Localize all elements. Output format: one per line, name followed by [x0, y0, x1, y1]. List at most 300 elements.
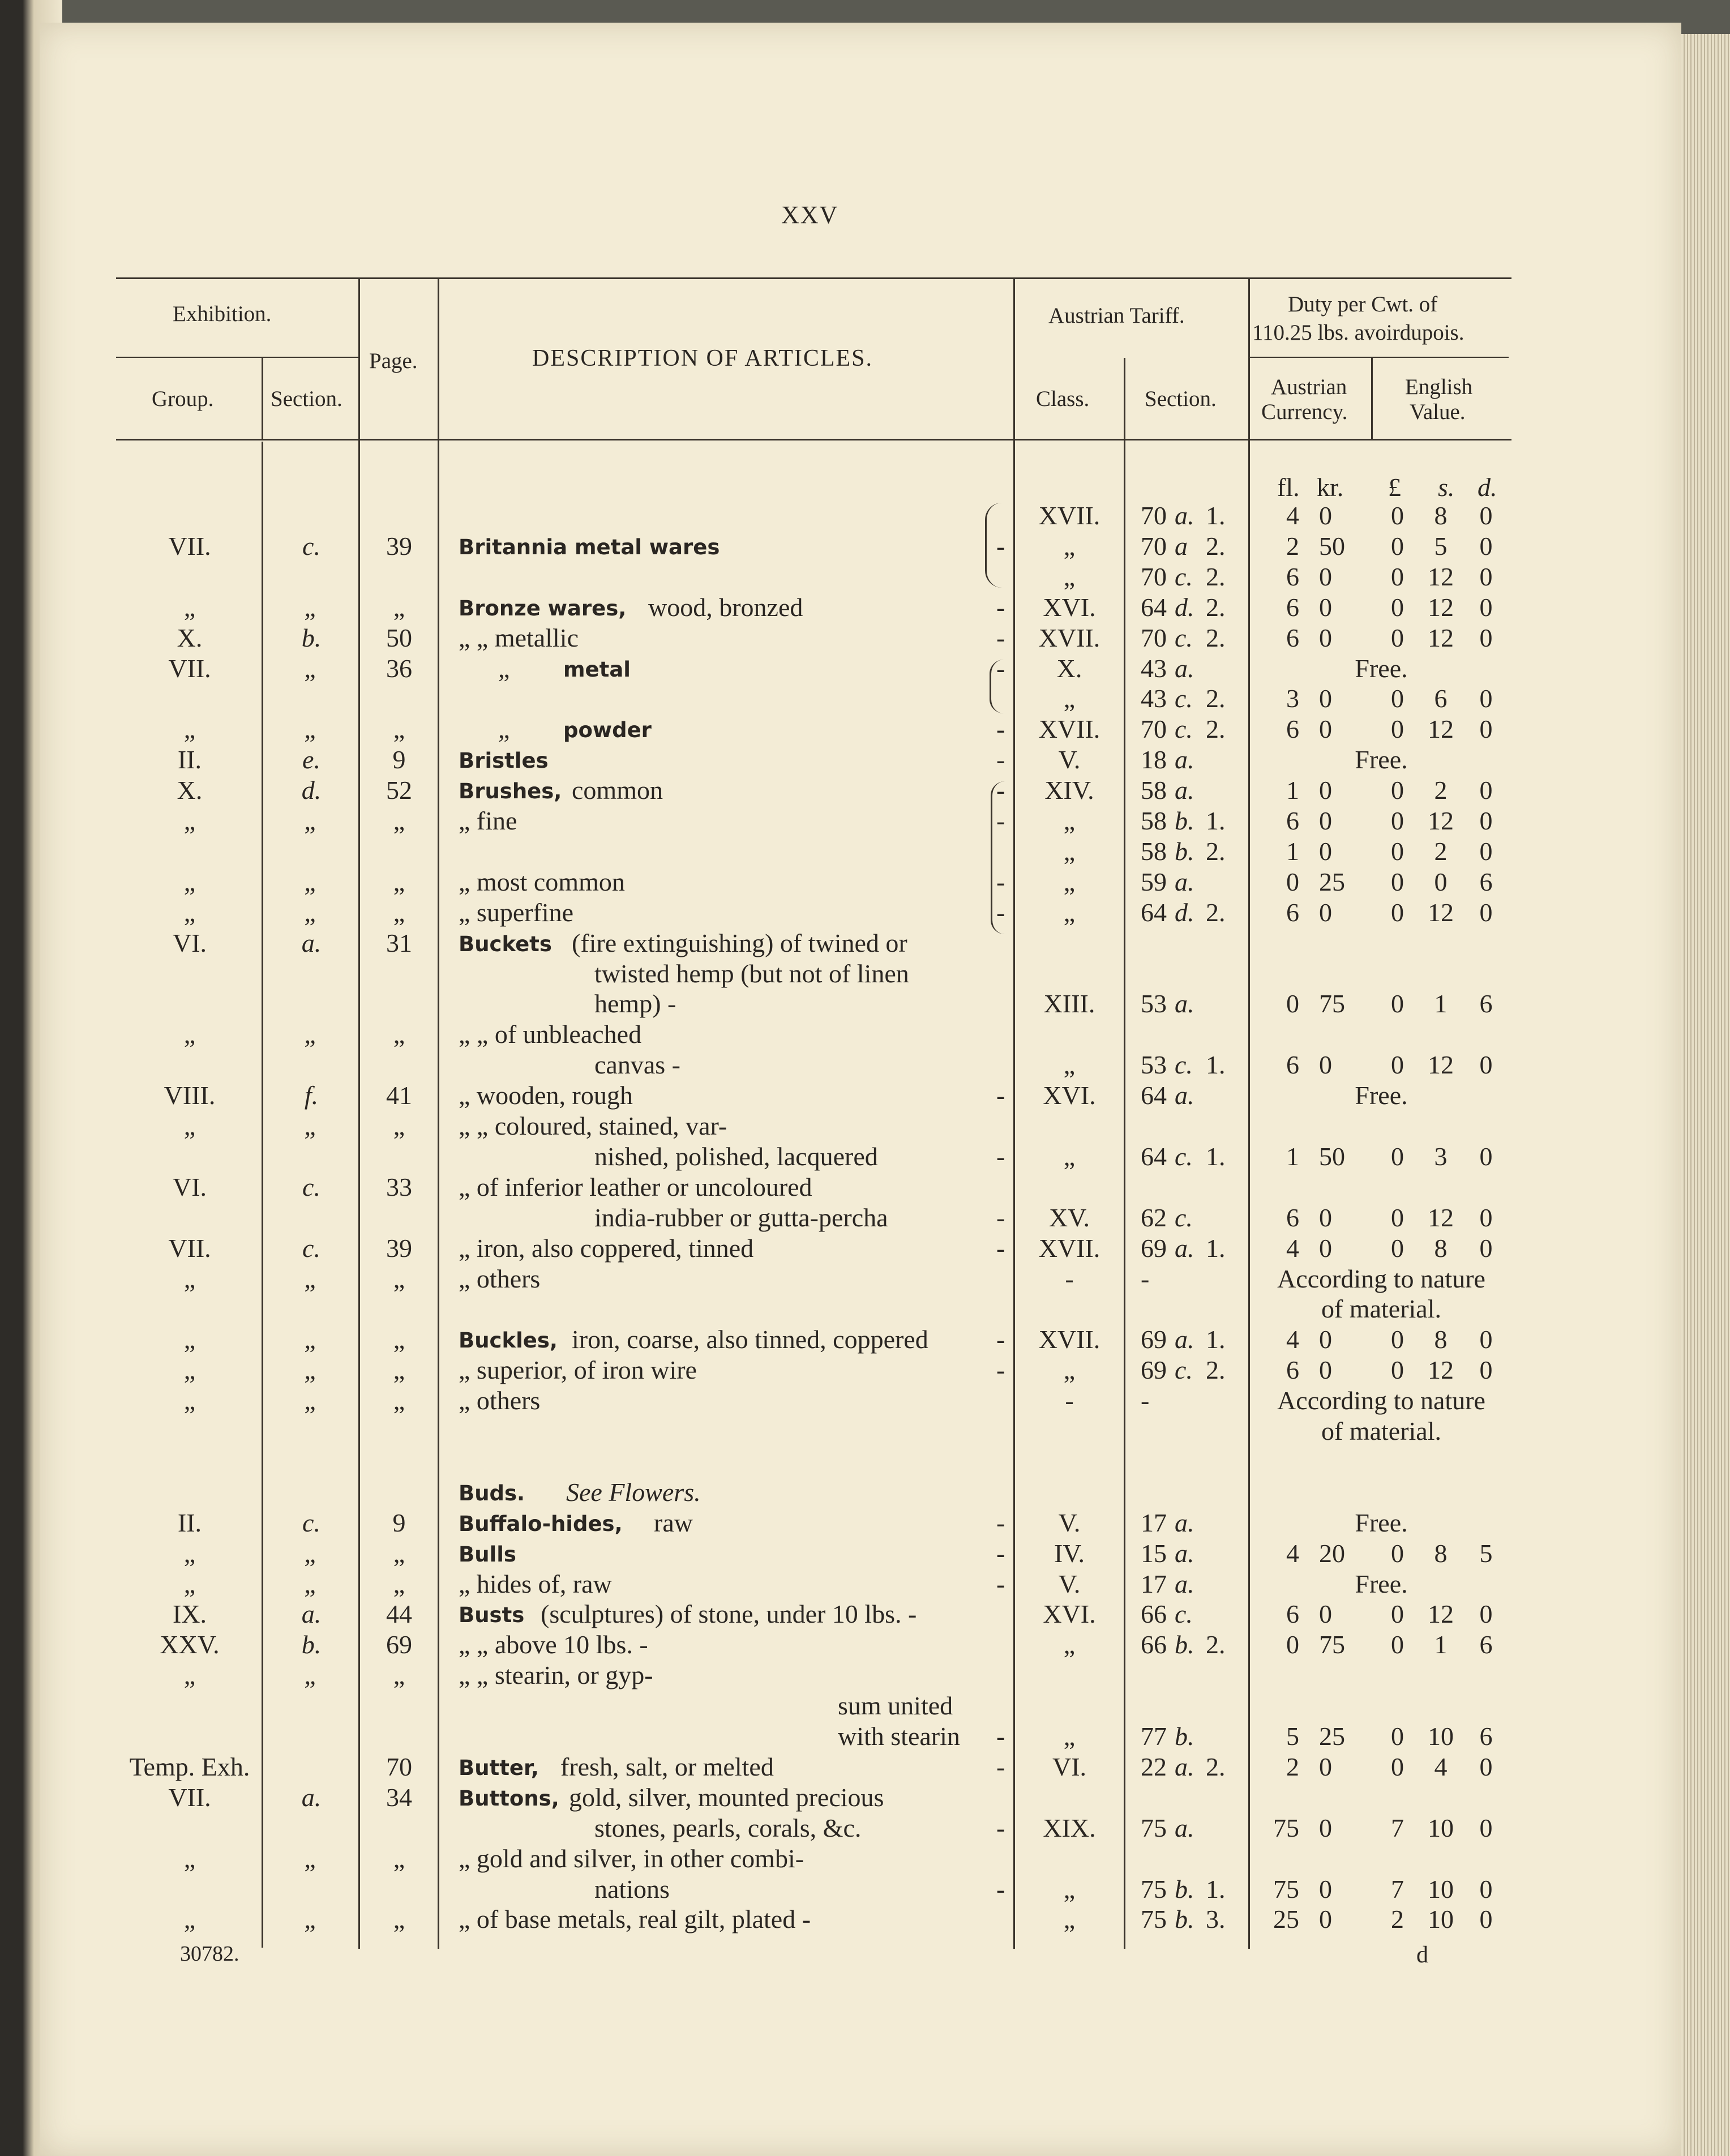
row-section: „	[304, 593, 319, 622]
row-fl: 6	[1286, 1203, 1299, 1232]
row-ditto: „	[498, 715, 510, 743]
row-s: 2	[1434, 837, 1448, 866]
row-page: „	[393, 806, 405, 835]
row-tariff-num: 2.	[1206, 562, 1226, 591]
row-tariff-section: 64	[1141, 1142, 1167, 1171]
row-tariff-sub: a.	[1175, 745, 1194, 774]
row-tariff-sub: b.	[1175, 1722, 1194, 1751]
row-section: „	[304, 1386, 319, 1415]
row-s: 12	[1428, 623, 1454, 652]
unit-kr: kr.	[1317, 473, 1344, 502]
row-leader: -	[996, 867, 1005, 896]
row-page: 9	[392, 1508, 406, 1537]
row-group: „	[183, 1539, 196, 1568]
row-tariff-num: 2.	[1206, 1752, 1226, 1781]
header-duty-line2: 110.25 lbs. avoirdupois.	[1252, 320, 1464, 345]
row-class: XVII.	[1038, 715, 1100, 743]
row-kr: 0	[1319, 715, 1332, 743]
row-description: sum united	[838, 1691, 953, 1720]
row-d: 0	[1479, 1905, 1493, 1933]
row-d: 0	[1479, 837, 1493, 866]
row-fl: 6	[1286, 806, 1299, 835]
row-fl: 6	[1286, 623, 1299, 652]
row-pound: 7	[1391, 1813, 1404, 1842]
row-s: 12	[1428, 1050, 1454, 1079]
folio-mark: d	[1416, 1942, 1428, 1968]
row-group: VI.	[172, 929, 207, 957]
row-description: raw	[654, 1508, 693, 1537]
rule-tariff-duty	[1248, 279, 1250, 1949]
row-pound: 0	[1391, 1599, 1404, 1628]
row-tariff-section: 70	[1141, 562, 1167, 591]
row-class: V.	[1058, 745, 1081, 774]
row-s: 8	[1434, 1539, 1448, 1568]
row-page: 69	[386, 1630, 412, 1659]
row-kr: 0	[1319, 1050, 1332, 1079]
row-fl: 6	[1286, 1599, 1299, 1628]
row-d: 0	[1479, 532, 1493, 561]
row-d: 0	[1479, 1203, 1493, 1232]
row-section: „	[304, 1325, 319, 1354]
row-fl: 75	[1273, 1875, 1299, 1903]
row-s: 10	[1428, 1813, 1454, 1842]
row-tariff-num: 1.	[1206, 1875, 1226, 1903]
row-fl: 2	[1286, 532, 1299, 561]
header-description: DESCRIPTION OF ARTICLES.	[532, 345, 873, 371]
row-tariff-num: 2.	[1206, 837, 1226, 866]
row-class: XVII.	[1038, 623, 1100, 652]
row-d: 0	[1479, 1142, 1493, 1171]
row-section: c.	[302, 1508, 320, 1537]
row-tariff-sub: c.	[1175, 684, 1193, 713]
row-tariff-section: 66	[1141, 1630, 1167, 1659]
row-bold-term: metal	[563, 657, 631, 682]
row-kr: 0	[1319, 1905, 1332, 1933]
row-group: VIII.	[164, 1081, 216, 1110]
row-pound: 0	[1391, 1234, 1404, 1263]
row-description: (sculptures) of stone, under 10 lbs. -	[541, 1599, 917, 1628]
row-tariff-sub: c.	[1175, 562, 1193, 591]
row-tariff-num: 1.	[1206, 1142, 1226, 1171]
row-d: 0	[1479, 1355, 1493, 1384]
row-section: a.	[301, 929, 322, 957]
row-class: XIII.	[1043, 989, 1095, 1018]
row-leader: -	[996, 898, 1005, 927]
header-group: Group.	[152, 387, 214, 411]
row-page: 31	[386, 929, 412, 957]
row-s: 8	[1434, 501, 1448, 530]
row-d: 0	[1479, 1875, 1493, 1903]
row-tariff-section: 17	[1141, 1508, 1167, 1537]
row-kr: 0	[1319, 501, 1332, 530]
row-d: 6	[1479, 1722, 1493, 1751]
row-page: „	[393, 1905, 405, 1933]
row-tariff-sub: c.	[1175, 1599, 1193, 1628]
row-tariff-num: 1.	[1206, 1050, 1226, 1079]
row-tariff-sub: a.	[1175, 1752, 1194, 1781]
row-group: VI.	[172, 1173, 207, 1201]
row-kr: 50	[1319, 532, 1345, 561]
row-tariff-section: 75	[1141, 1905, 1167, 1933]
row-d: 0	[1479, 1599, 1493, 1628]
row-tariff-sub: a.	[1175, 654, 1194, 683]
row-fl: 0	[1286, 1630, 1299, 1659]
row-page: 9	[392, 745, 406, 774]
row-description: india-rubber or gutta-percha	[594, 1203, 888, 1232]
row-page: 52	[386, 776, 412, 805]
row-class: XIV.	[1044, 776, 1094, 805]
row-tariff-section: 43	[1141, 684, 1167, 713]
row-section: c.	[302, 1234, 320, 1263]
row-kr: 0	[1319, 1355, 1332, 1384]
row-group: X.	[177, 623, 203, 652]
row-page: 39	[386, 532, 412, 561]
row-tariff-section: 75	[1141, 1875, 1167, 1903]
row-tariff-section: 70	[1141, 532, 1167, 561]
row-note: According to nature	[1277, 1386, 1485, 1415]
row-description: „ „ stearin, or gyp-	[459, 1661, 653, 1689]
page-number: XXV	[781, 201, 839, 229]
row-kr: 75	[1319, 1630, 1345, 1659]
row-description: „ „ coloured, stained, var-	[459, 1111, 727, 1140]
row-class: V.	[1058, 1569, 1081, 1598]
row-tariff-sub: a.	[1175, 1813, 1194, 1842]
row-kr: 0	[1319, 623, 1332, 652]
row-s: 12	[1428, 562, 1454, 591]
row-pound: 0	[1391, 715, 1404, 743]
row-class: „	[1063, 837, 1076, 866]
row-leader: -	[996, 745, 1005, 774]
row-bold-term: Buckets	[459, 932, 552, 956]
unit-d: d.	[1478, 473, 1497, 502]
row-page: 33	[386, 1173, 412, 1201]
row-leader: -	[996, 1081, 1005, 1110]
row-description: „ iron, also coppered, tinned	[459, 1234, 754, 1263]
row-group: XXV.	[160, 1630, 220, 1659]
row-description: „ hides of, raw	[459, 1569, 612, 1598]
header-austrian-currency-1: Austrian	[1271, 375, 1347, 399]
row-class: „	[1063, 1905, 1076, 1933]
row-description: „ wooden, rough	[459, 1081, 633, 1110]
row-fl: 4	[1286, 1234, 1299, 1263]
row-bold-term: powder	[563, 718, 652, 742]
row-group: „	[183, 1111, 196, 1140]
row-tariff-sub: b.	[1175, 837, 1194, 866]
row-free: Free.	[1355, 1508, 1408, 1537]
row-d: 6	[1479, 989, 1493, 1018]
row-page: 44	[386, 1599, 412, 1628]
row-leader: -	[996, 1142, 1005, 1171]
row-section: b.	[301, 1630, 322, 1659]
row-description: nished, polished, lacquered	[594, 1142, 878, 1171]
row-class: XV.	[1048, 1203, 1090, 1232]
row-section: „	[304, 1264, 319, 1293]
row-d: 0	[1479, 1752, 1493, 1781]
row-tariff-num: 2.	[1206, 1630, 1226, 1659]
row-kr: 0	[1319, 1234, 1332, 1263]
row-fl: 4	[1286, 501, 1299, 530]
row-pound: 0	[1391, 776, 1404, 805]
row-group: „	[183, 1020, 196, 1049]
row-pound: 0	[1391, 867, 1404, 896]
row-leader: -	[996, 1325, 1005, 1354]
row-class: „	[1063, 898, 1076, 927]
row-class: „	[1063, 532, 1076, 561]
row-page: „	[393, 593, 405, 622]
row-tariff-section: 77	[1141, 1722, 1167, 1751]
row-group: IX.	[172, 1599, 207, 1628]
row-note: According to nature	[1277, 1264, 1485, 1293]
row-section: f.	[304, 1081, 319, 1110]
row-class: „	[1063, 1722, 1076, 1751]
row-bold-term: Buds.	[459, 1481, 525, 1505]
row-bold-term: Busts	[459, 1603, 525, 1627]
row-kr: 0	[1319, 1813, 1332, 1842]
row-bold-term: Buffalo-hides,	[459, 1512, 623, 1536]
row-tariff-sub: c.	[1175, 1355, 1193, 1384]
row-section: a.	[301, 1783, 322, 1812]
row-leader: -	[996, 806, 1005, 835]
row-tariff-sub: a.	[1175, 989, 1194, 1018]
row-tariff-section: -	[1141, 1264, 1150, 1293]
unit-s: s.	[1438, 473, 1455, 502]
row-bold-term: Buttons,	[459, 1786, 559, 1811]
row-description: with stearin	[838, 1722, 960, 1751]
row-class: „	[1063, 1142, 1076, 1171]
row-pound: 7	[1391, 1875, 1404, 1903]
row-d: 0	[1479, 776, 1493, 805]
row-class: XVII.	[1038, 1234, 1100, 1263]
row-page: 34	[386, 1783, 412, 1812]
row-fl: 6	[1286, 715, 1299, 743]
row-s: 12	[1428, 1599, 1454, 1628]
row-s: 12	[1428, 1203, 1454, 1232]
row-leader: -	[996, 1203, 1005, 1232]
row-s: 6	[1434, 684, 1448, 713]
row-pound: 0	[1391, 1722, 1404, 1751]
row-page: 70	[386, 1752, 412, 1781]
row-d: 5	[1479, 1539, 1493, 1568]
row-class: XIX.	[1043, 1813, 1096, 1842]
row-section: „	[304, 1661, 319, 1689]
row-kr: 0	[1319, 562, 1332, 591]
row-class: XVI.	[1043, 1081, 1096, 1110]
row-description: twisted hemp (but not of linen	[594, 959, 909, 988]
row-s: 3	[1434, 1142, 1448, 1171]
row-leader: -	[996, 1813, 1005, 1842]
row-leader: -	[996, 654, 1005, 683]
row-tariff-section: 58	[1141, 776, 1167, 805]
header-bottom-rule	[116, 439, 1511, 440]
row-group: „	[183, 715, 196, 743]
row-s: 10	[1428, 1875, 1454, 1903]
row-description: „ superior, of iron wire	[459, 1355, 697, 1384]
row-d: 0	[1479, 501, 1493, 530]
row-s: 8	[1434, 1325, 1448, 1354]
unit-pound: £	[1388, 473, 1401, 502]
row-s: 8	[1434, 1234, 1448, 1263]
row-leader: -	[996, 593, 1005, 622]
row-group: „	[183, 867, 196, 896]
row-free: Free.	[1355, 745, 1408, 774]
row-leader: -	[996, 776, 1005, 805]
row-s: 12	[1428, 593, 1454, 622]
row-page: „	[393, 1020, 405, 1049]
row-tariff-num: 2.	[1206, 1355, 1226, 1384]
row-tariff-num: 2.	[1206, 715, 1226, 743]
page-edges	[1681, 34, 1730, 2156]
rule-group-section	[262, 358, 263, 440]
row-tariff-sub: b.	[1175, 1905, 1194, 1933]
row-tariff-section: 69	[1141, 1355, 1167, 1384]
row-d: 0	[1479, 623, 1493, 652]
row-bold-term: Bronze wares,	[459, 596, 627, 621]
row-tariff-num: 2.	[1206, 684, 1226, 713]
row-s: 1	[1434, 1630, 1448, 1659]
row-note: of material.	[1321, 1417, 1441, 1445]
row-tariff-sub: a.	[1175, 501, 1194, 530]
row-section: „	[304, 1905, 319, 1933]
header-class: Class.	[1036, 387, 1090, 411]
row-s: 12	[1428, 806, 1454, 835]
rule-section-page	[358, 279, 360, 1949]
row-section: d.	[301, 776, 322, 805]
row-description: „ others	[459, 1386, 541, 1415]
row-description: canvas -	[594, 1050, 680, 1079]
row-class: -	[1065, 1386, 1074, 1415]
row-description: fresh, salt, or melted	[560, 1752, 774, 1781]
duty-rule	[1248, 357, 1509, 358]
row-section: „	[304, 806, 319, 835]
row-group: II.	[177, 1508, 202, 1537]
row-tariff-num: 1.	[1206, 501, 1226, 530]
row-d: 0	[1479, 562, 1493, 591]
row-s: 10	[1428, 1905, 1454, 1933]
row-tariff-section: 70	[1141, 501, 1167, 530]
row-group: „	[183, 1325, 196, 1354]
row-tariff-section: 75	[1141, 1813, 1167, 1842]
row-section: c.	[302, 532, 320, 561]
row-d: 0	[1479, 806, 1493, 835]
row-kr: 25	[1319, 1722, 1345, 1751]
row-kr: 0	[1319, 1875, 1332, 1903]
header-austrian-tariff: Austrian Tariff.	[1048, 303, 1185, 328]
row-leader: -	[996, 1569, 1005, 1598]
row-group: „	[183, 1264, 196, 1293]
row-leader: -	[996, 1722, 1005, 1751]
row-pound: 0	[1391, 593, 1404, 622]
row-description: wood, bronzed	[648, 593, 803, 622]
row-page: „	[393, 1386, 405, 1415]
row-tariff-num: 1.	[1206, 806, 1226, 835]
row-description: hemp) -	[594, 989, 676, 1018]
row-d: 0	[1479, 715, 1493, 743]
header-duty-line1: Duty per Cwt. of	[1288, 292, 1438, 316]
row-kr: 20	[1319, 1539, 1345, 1568]
row-group: Temp. Exh.	[129, 1752, 250, 1781]
unit-fl: fl.	[1277, 473, 1300, 502]
row-pound: 0	[1391, 1539, 1404, 1568]
row-fl: 4	[1286, 1539, 1299, 1568]
row-group: „	[183, 1355, 196, 1384]
rule-page-desc	[438, 279, 439, 1949]
row-group: „	[183, 806, 196, 835]
row-pound: 2	[1391, 1905, 1404, 1933]
row-group: „	[183, 1661, 196, 1689]
exhibition-rule	[116, 357, 359, 358]
row-section: „	[304, 867, 319, 896]
row-s: 5	[1434, 532, 1448, 561]
row-tariff-sub: a.	[1175, 1508, 1194, 1537]
row-fl: 75	[1273, 1813, 1299, 1842]
row-tariff-section: 64	[1141, 898, 1167, 927]
row-page: „	[393, 867, 405, 896]
row-kr: 0	[1319, 806, 1332, 835]
row-fl: 6	[1286, 1050, 1299, 1079]
row-page: „	[393, 1539, 405, 1568]
row-tariff-sub: a.	[1175, 1081, 1194, 1110]
row-kr: 0	[1319, 1752, 1332, 1781]
row-kr: 0	[1319, 776, 1332, 805]
row-section: „	[304, 1844, 319, 1873]
row-ditto: „	[498, 654, 510, 683]
row-pound: 0	[1391, 1203, 1404, 1232]
row-pound: 0	[1391, 532, 1404, 561]
row-description: „ „ metallic	[459, 623, 579, 652]
row-section: a.	[301, 1599, 322, 1628]
row-tariff-section: -	[1141, 1386, 1150, 1415]
row-class: „	[1063, 1875, 1076, 1903]
row-tariff-sub: a.	[1175, 867, 1194, 896]
row-tariff-section: 64	[1141, 593, 1167, 622]
row-section: „	[304, 898, 319, 927]
row-bold-term: Buckles,	[459, 1328, 558, 1353]
row-fl: 25	[1273, 1905, 1299, 1933]
row-group: „	[183, 1905, 196, 1933]
signature-mark: 30782.	[180, 1942, 239, 1966]
row-tariff-section: 64	[1141, 1081, 1167, 1110]
row-tariff-num: 2.	[1206, 898, 1226, 927]
row-tariff-section: 69	[1141, 1325, 1167, 1354]
row-pound: 0	[1391, 1355, 1404, 1384]
row-section: b.	[301, 623, 322, 652]
row-leader: -	[996, 623, 1005, 652]
row-tariff-section: 53	[1141, 1050, 1167, 1079]
row-page: „	[393, 1661, 405, 1689]
row-tariff-section: 59	[1141, 867, 1167, 896]
row-section: „	[304, 654, 319, 683]
row-tariff-num: 2.	[1206, 532, 1226, 561]
row-pound: 0	[1391, 1050, 1404, 1079]
row-class: „	[1063, 806, 1076, 835]
row-tariff-section: 15	[1141, 1539, 1167, 1568]
row-kr: 0	[1319, 593, 1332, 622]
row-pound: 0	[1391, 623, 1404, 652]
row-section: „	[304, 715, 319, 743]
row-description: iron, coarse, also tinned, coppered	[572, 1325, 928, 1354]
row-pound: 0	[1391, 989, 1404, 1018]
row-tariff-sub: a.	[1175, 1325, 1194, 1354]
row-description: gold, silver, mounted precious	[569, 1783, 884, 1812]
row-fl: 6	[1286, 898, 1299, 927]
row-leader: -	[996, 1355, 1005, 1384]
row-description: nations	[594, 1875, 670, 1903]
row-page: „	[393, 1355, 405, 1384]
row-fl: 6	[1286, 1355, 1299, 1384]
row-leader: -	[996, 1875, 1005, 1903]
row-kr: 0	[1319, 1599, 1332, 1628]
row-pound: 0	[1391, 562, 1404, 591]
